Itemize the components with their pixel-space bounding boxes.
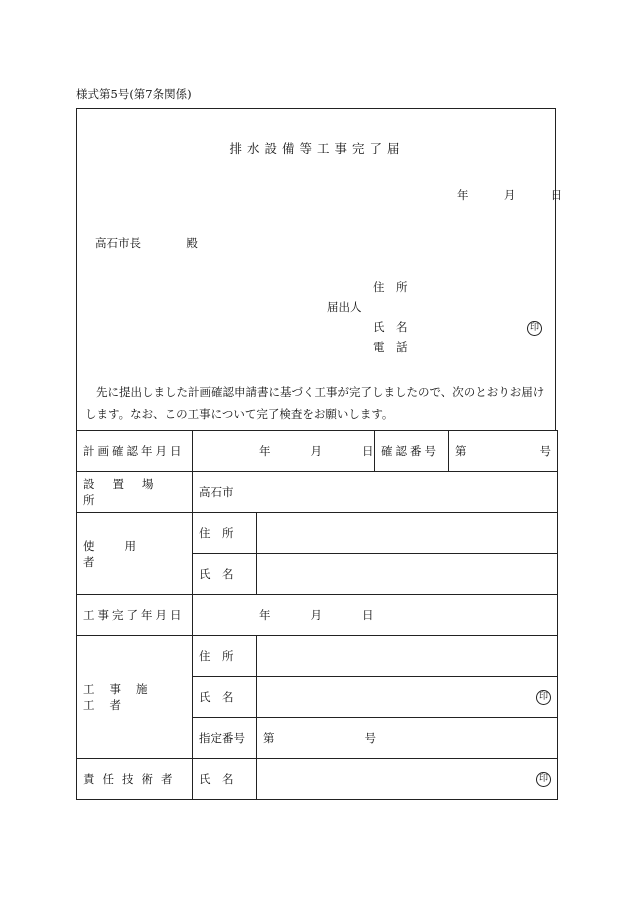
- month-label: 月: [503, 188, 516, 202]
- location-row: [77, 472, 558, 513]
- submission-date: [457, 187, 562, 203]
- addressee-honorific: 殿: [186, 236, 198, 250]
- designation-dai: 第: [263, 731, 275, 745]
- form-header-box: [76, 108, 563, 430]
- designation-field[interactable]: [257, 718, 558, 759]
- contractor-label: 工事施工者: [77, 636, 193, 759]
- contractor-address-label: 住 所: [193, 636, 257, 677]
- applicant-label: 届出人: [327, 300, 362, 314]
- completion-day: 日: [362, 608, 374, 622]
- designation-label: 指定番号: [193, 718, 257, 759]
- form-title: 排水設備等工事完了届: [229, 141, 405, 156]
- contractor-name-field[interactable]: [257, 677, 558, 718]
- plan-year: 年: [259, 444, 271, 458]
- location-value: 高石市: [199, 485, 234, 499]
- user-name-field[interactable]: [257, 554, 558, 595]
- designation-go: 号: [364, 731, 376, 745]
- completion-month: 月: [310, 608, 322, 622]
- day-label: 日: [550, 188, 563, 202]
- declaration-paragraph: 先に提出しました計画確認申請書に基づく工事が完了しましたので、次のとおりお届けします。なお、この工事について完了検査をお願いします。: [85, 385, 545, 421]
- details-table: [76, 430, 558, 800]
- year-label: 年: [457, 188, 469, 202]
- applicant-address-label: 住 所: [373, 280, 408, 294]
- completion-year: 年: [259, 608, 271, 622]
- user-name-label: 氏 名: [193, 554, 257, 595]
- completion-date-field[interactable]: [193, 595, 558, 636]
- form-reference: 様式第5号(第7条関係): [76, 87, 192, 101]
- confirm-go: 号: [539, 444, 551, 458]
- completion-date-label: 工事完了年月日: [77, 595, 193, 636]
- contractor-name-label: 氏 名: [193, 677, 257, 718]
- contractor-address-row: [77, 636, 558, 677]
- user-label: 使用者: [77, 513, 193, 595]
- applicant-phone-label: 電 話: [373, 340, 408, 354]
- plan-date-field[interactable]: [193, 431, 375, 472]
- engineer-name-label: 氏 名: [193, 759, 257, 800]
- completion-date-row: [77, 595, 558, 636]
- plan-date-row: [77, 431, 558, 472]
- user-address-label: 住 所: [193, 513, 257, 554]
- seal-icon: 印: [536, 772, 551, 787]
- addressee-name: 高石市長: [95, 236, 141, 250]
- plan-day: 日: [362, 444, 374, 458]
- user-address-row: [77, 513, 558, 554]
- confirm-no-label: 確認番号: [375, 431, 449, 472]
- location-field[interactable]: [193, 472, 558, 513]
- plan-date-label-text: 計画確認年月日: [83, 444, 185, 458]
- engineer-label: 責任技術者: [77, 759, 193, 800]
- confirm-dai: 第: [455, 444, 467, 458]
- plan-month: 月: [310, 444, 322, 458]
- engineer-row: [77, 759, 558, 800]
- seal-icon: 印: [536, 690, 551, 705]
- plan-date-label: [77, 431, 193, 472]
- confirm-no-field[interactable]: [449, 431, 558, 472]
- contractor-address-field[interactable]: [257, 636, 558, 677]
- user-address-field[interactable]: [257, 513, 558, 554]
- applicant-name-label: 氏 名: [373, 320, 408, 334]
- addressee: [95, 235, 198, 251]
- location-label: 設置場所: [77, 472, 193, 513]
- engineer-name-field[interactable]: [257, 759, 558, 800]
- seal-icon: 印: [527, 319, 542, 336]
